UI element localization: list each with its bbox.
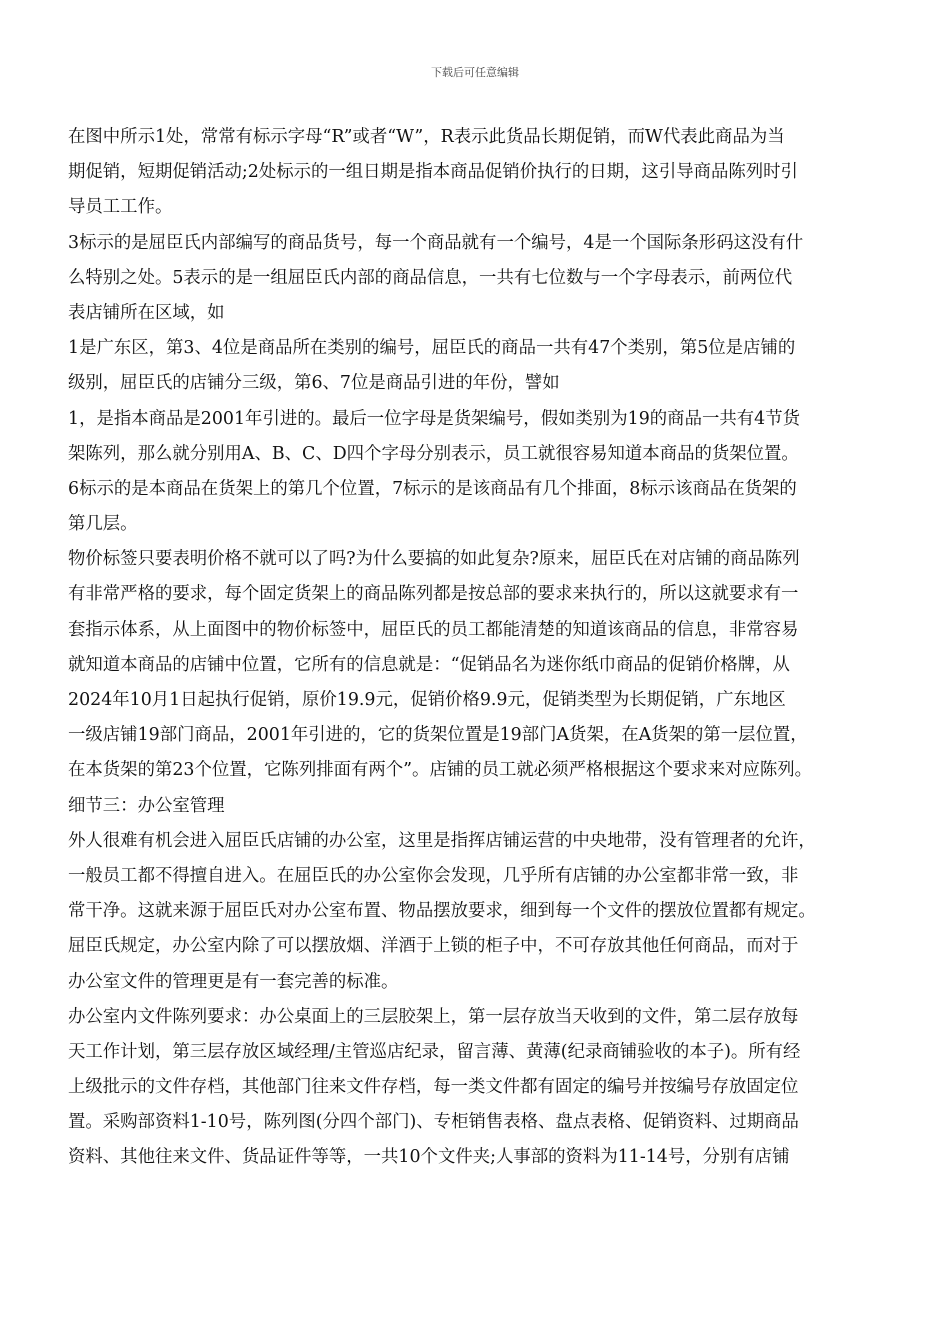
text-line: 置。采购部资料1-10号，陈列图(分四个部门)、专柜销售表格、盘点表格、促销资料、过期商品 — [68, 1112, 799, 1133]
text-line: 3标示的是屈臣氏内部编写的商品货号，每一个商品就有一个编号，4是一个国际条形码这没有什 — [68, 232, 804, 253]
text-line: 架陈列，那么就分别用A、B、C、D四个字母分别表示，员工就很容易知道本商品的货架位置。 — [68, 443, 799, 464]
text-line: 6标示的是本商品在货架上的第几个位置，7标示的是该商品有几个排面，8标示该商品在货架的 — [68, 478, 797, 499]
document-body — [68, 120, 898, 1176]
text-line: 级别，屈臣氏的店铺分三级，第6、7位是商品引进的年份，譬如 — [68, 373, 560, 394]
text-line: 导员工工作。 — [68, 197, 173, 218]
text-line: 办公室内文件陈列要求：办公桌面上的三层胶架上，第一层存放当天收到的文件，第二层存放每 — [68, 1006, 799, 1027]
text-line: 第几层。 — [68, 514, 138, 535]
text-line: 一级店铺19部门商品，2001年引进的，它的货架位置是19部门A货架，在A货架的第一层位置， — [68, 725, 808, 746]
text-line: 屈臣氏规定，办公室内除了可以摆放烟、洋酒于上锁的柜子中，不可存放其他任何商品，而对于 — [68, 936, 799, 957]
text-line: 在本货架的第23个位置，它陈列排面有两个”。店铺的员工就必须严格根据这个要求来对应陈列。 — [68, 760, 813, 781]
text-line: 在图中所示1处，常常有标示字母“R”或者“W”，R表示此货品长期促销，而W代表此商品为当 — [68, 127, 785, 147]
text-line: 一般员工都不得擅自进入。在屈臣氏的办公室你会发现，几乎所有店铺的办公室都非常一致，非 — [68, 865, 799, 886]
text-line: 就知道本商品的店铺中位置，它所有的信息就是：“促销品名为迷你纸巾商品的促销价格牌，从 — [68, 654, 790, 675]
text-line: 天工作计划，第三层存放区域经理/主管巡店纪录，留言薄、黄薄(纪录商铺验收的本子)。所有经 — [68, 1041, 801, 1062]
text-line: 期促销，短期促销活动;2处标示的一组日期是指本商品促销价执行的日期，这引导商品陈列时引 — [68, 162, 798, 183]
page-header: 下载后可任意编辑 — [431, 66, 519, 79]
text-line: 资料、其他往来文件、货品证件等等，一共10个文件夹;人事部的资料为11-14号，分别有店铺 — [68, 1147, 790, 1168]
section-heading: 细节三：办公室管理 — [68, 795, 225, 816]
text-line: 1是广东区，第3、4位是商品所在类别的编号，屈臣氏的商品一共有47个类别，第5位是店铺的 — [68, 338, 796, 359]
text-line: 2024年10月1日起执行促销，原价19.9元，促销价格9.9元，促销类型为长期促销，广东地区 — [68, 690, 786, 710]
text-line: 物价标签只要表明价格不就可以了吗?为什么要搞的如此复杂?原来，屈臣氏在对店铺的商品陈列 — [68, 549, 800, 570]
text-line: 1，是指本商品是2001年引进的。最后一位字母是货架编号，假如类别为19的商品一共有4节货 — [68, 408, 800, 429]
text-line: 常干净。这就来源于屈臣氏对办公室布置、物品摆放要求，细到每一个文件的摆放位置都有规定。 — [68, 901, 816, 922]
text-line: 套指示体系，从上面图中的物价标签中，屈臣氏的员工都能清楚的知道该商品的信息，非常容易 — [68, 619, 799, 640]
text-line: 办公室文件的管理更是有一套完善的标准。 — [68, 971, 399, 992]
text-line: 有非常严格的要求，每个固定货架上的商品陈列都是按总部的要求来执行的，所以这就要求有一 — [68, 584, 799, 605]
text-line: 外人很难有机会进入屈臣氏店铺的办公室，这里是指挥店铺运营的中央地带，没有管理者的允许， — [68, 830, 816, 851]
text-line: 上级批示的文件存档，其他部门往来文件存档，每一类文件都有固定的编号并按编号存放固定位 — [68, 1077, 799, 1098]
text-line: 么特别之处。5表示的是一组屈臣氏内部的商品信息，一共有七位数与一个字母表示，前两位代 — [68, 267, 793, 288]
text-line: 表店铺所在区域，如 — [68, 302, 225, 323]
